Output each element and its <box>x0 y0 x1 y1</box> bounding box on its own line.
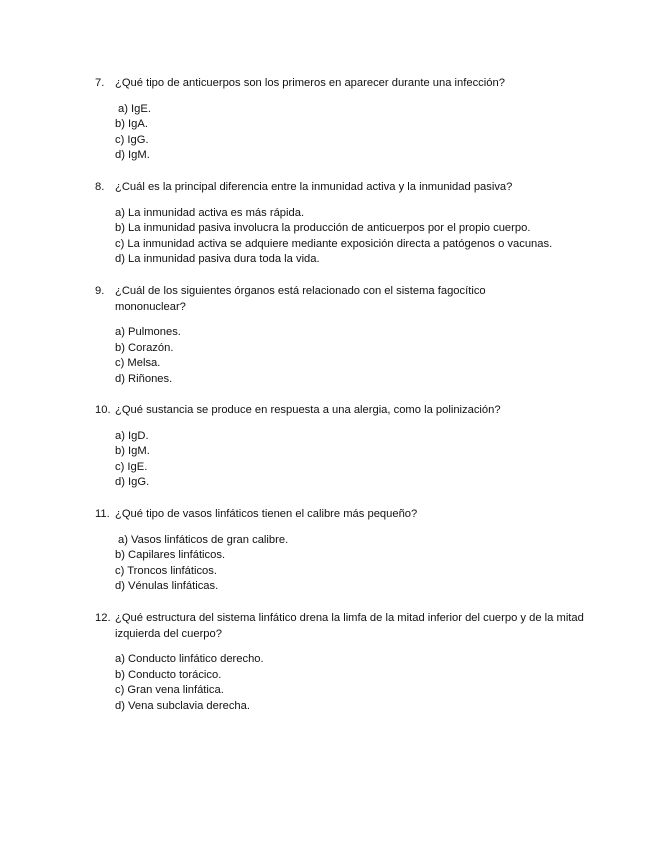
answer-option-a: a) Vasos linfáticos de gran calibre. <box>118 533 289 546</box>
question-12 <box>95 611 585 714</box>
question-number: 7. <box>95 77 105 89</box>
answer-options <box>95 206 595 268</box>
answer-option-d: d) Vénulas linfáticas. <box>115 580 219 593</box>
answer-option-d: d) IgG. <box>115 476 150 489</box>
question-11 <box>95 507 595 595</box>
answer-option-b: b) Conducto torácico. <box>115 668 222 681</box>
question-number: 12. <box>95 612 111 624</box>
answer-option-b: b) La inmunidad pasiva involucra la producción de anticuerpos por el propio cuerpo. <box>115 222 531 235</box>
question-number: 9. <box>95 285 105 297</box>
answer-option-d: d) IgM. <box>115 149 150 162</box>
answer-option-d: d) Riñones. <box>115 372 173 385</box>
answer-option-b: b) Capilares linfáticos. <box>115 549 226 562</box>
question-10 <box>95 403 595 491</box>
question-number: 10. <box>95 404 111 416</box>
answer-option-d: d) La inmunidad pasiva dura toda la vida. <box>115 253 320 266</box>
answer-option-c: c) Troncos linfáticos. <box>115 564 217 577</box>
answer-option-b: b) Corazón. <box>115 341 174 354</box>
answer-option-a: a) IgD. <box>115 429 149 442</box>
answer-option-d: d) Vena subclavia derecha. <box>115 699 250 712</box>
question-text: ¿Qué tipo de anticuerpos son los primeros en aparecer durante una infección? <box>115 77 505 89</box>
answer-option-b: b) IgM. <box>115 445 150 458</box>
question-text: ¿Cuál es la principal diferencia entre la inmunidad activa y la inmunidad pasiva? <box>115 181 513 193</box>
question-text: ¿Qué estructura del sistema linfático drena la limfa de la mitad inferior del cuerpo y de la mitad izquierda del cuerpo? <box>115 612 584 640</box>
question-7 <box>95 76 595 164</box>
answer-option-c: c) La inmunidad activa se adquiere mediante exposición directa a patógenos o vacunas. <box>115 237 553 250</box>
answer-option-a: a) Conducto linfático derecho. <box>115 653 264 665</box>
question-number: 8. <box>95 181 105 193</box>
question-text: ¿Cuál de los siguientes órganos está relacionado con el sistema fagocítico mononuclear? <box>115 285 486 313</box>
answer-option-b: b) IgA. <box>115 118 148 131</box>
answer-option-c: c) IgE. <box>115 460 148 473</box>
answer-option-a: a) La inmunidad activa es más rápida. <box>115 206 305 219</box>
answer-options <box>95 102 595 164</box>
question-8 <box>95 180 595 268</box>
answer-option-c: c) Melsa. <box>115 357 161 370</box>
answer-options <box>95 533 595 595</box>
question-text: ¿Qué sustancia se produce en respuesta a una alergia, como la polinización? <box>115 404 501 416</box>
answer-option-c: c) Gran vena linfática. <box>115 684 224 697</box>
question-number: 11. <box>95 508 110 520</box>
answer-options <box>95 429 595 491</box>
question-text: ¿Qué tipo de vasos linfáticos tienen el calibre más pequeño? <box>115 508 418 520</box>
question-9 <box>95 284 515 387</box>
answer-option-a: a) Pulmones. <box>115 326 181 338</box>
answer-option-a: a) IgE. <box>118 102 151 115</box>
answer-options <box>95 325 515 387</box>
answer-option-c: c) IgG. <box>115 133 149 146</box>
answer-options <box>95 652 585 714</box>
